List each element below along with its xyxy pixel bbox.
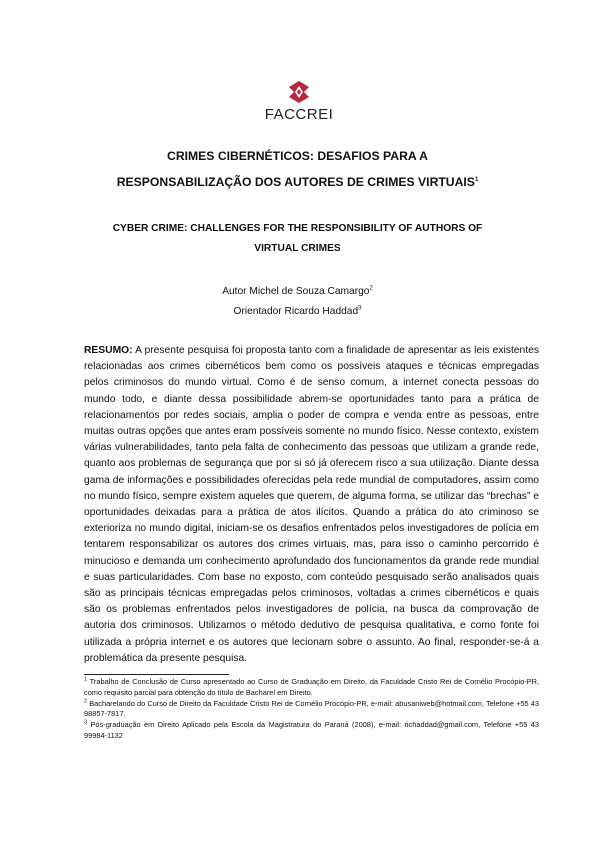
footnote-number: 2 [84,698,88,705]
author-line [60,282,535,302]
subtitle-line-1: CYBER CRIME: CHALLENGES FOR THE RESPONSIBILITY OF AUTHORS OF [112,223,483,234]
abstract-text: A presente pesquisa foi proposta tanto com a finalidade de apresentar as leis existentes relacionadas aos crimes cibernéticos bem como os possíveis ataques e técnicas empregadas pelos criminosos do mundo virtual. Como é de senso comum, a internet conecta pessoas do mundo todo, e diante dessa possibilidade abrem-se oportunidades tanto para a prática de relacionamentos por redes sociais, amplia o poder de compra e venda entre as pessoas, entre muitas outras opções que antes eram possíveis somente no mundo físico. Nesse contexto, existem várias vulnerabilidades, tanto pela falta de conhecimento das pessoas que utilizam a grande rede, quanto aos problemas de segurança que por si só já oferecem risco a sua utilização. Diante dessa gama de informações e possibilidades oferecidas pela rede mundial de computadores, assim como no mundo físico, sempre existem aqueles que querem, de alguma forma, se utilizar das “brechas” e oportunidades deixadas para a prática de atos ilícitos. Quando a prática do ato criminoso se exterioriza no mundo digital, iniciam-se os desafios enfrentados pelos investigadores de polícia em tentarem responsabilizar os autores dos crimes virtuais, mas, para isso o caminho percorrido é minucioso e demanda um conhecimento aprofundado dos funcionamentos da grande rede mundial e suas particularidades. Com base no exposto, com conteúdo pesquisado serão analisados quais são as principais técnicas empregadas pelos criminosos, voltadas a crimes cibernéticos e quais são os problemas enfrentados pelos investigadores de polícia, na busca da comprovação de autoria dos criminosos. Utilizamos o método dedutivo de pesquisa qualitativa, e como fonte foi utilizada a própria internet e os autores que lecionam sobre o assunto. Ao final, responder-se-á a problemática da presente pesquisa. [84,345,539,664]
advisor-line [60,302,535,322]
footnote-number: 3 [84,719,88,726]
footnotes [84,677,539,742]
subtitle-line-2: VIRTUAL CRIMES [254,243,341,254]
title-line-1: CRIMES CIBERNÉTICOS: DESAFIOS PARA A [167,149,428,163]
abstract-label: RESUMO: [84,345,133,356]
faccrei-logo [264,80,334,123]
title-line-2 [60,169,535,195]
author-footnote-marker: 2 [369,285,373,292]
paper-title [60,143,535,195]
footnote-text: Trabalho de Conclusão de Curso apresentado ao Curso de Graduação em Direito, da Faculdade Cristo Rei de Cornélio Procópio-PR, como requisito parcial para obtenção do título de Bacharel em Direito. [84,677,539,697]
title-footnote-marker: 1 [474,176,479,183]
footnote-1 [84,677,539,699]
footnote-3 [84,720,539,742]
paper-subtitle [60,219,535,259]
advisor-footnote-marker: 3 [358,305,362,312]
logo-text: FACCREI [264,106,334,123]
footnote-text: Pós-graduação em Direito Aplicado pela Escola da Magistratura do Paraná (2008), e-mail: richaddad@gmail.com, Telefone +55 43 99984-1132 [84,720,539,740]
authors-block [60,282,535,322]
title-line-2-text: RESPONSABILIZAÇÃO DOS AUTORES DE CRIMES VIRTUAIS [116,175,475,189]
footnote-text: Bacharelando do Curso de Direito da Faculdade Cristo Rei de Cornélio Procópio-PR, e-mail: abusaniweb@hotmail.com, Telefone +55 43 98857-7817. [84,698,539,719]
faccrei-emblem-icon [288,80,310,104]
advisor-name: Orientador Ricardo Haddad [233,306,359,317]
footnote-number: 1 [84,676,88,683]
footnote-separator [84,674,229,675]
abstract-paragraph [84,343,539,667]
author-name: Autor Michel de Souza Camargo [222,286,370,297]
footnote-2 [84,699,539,721]
